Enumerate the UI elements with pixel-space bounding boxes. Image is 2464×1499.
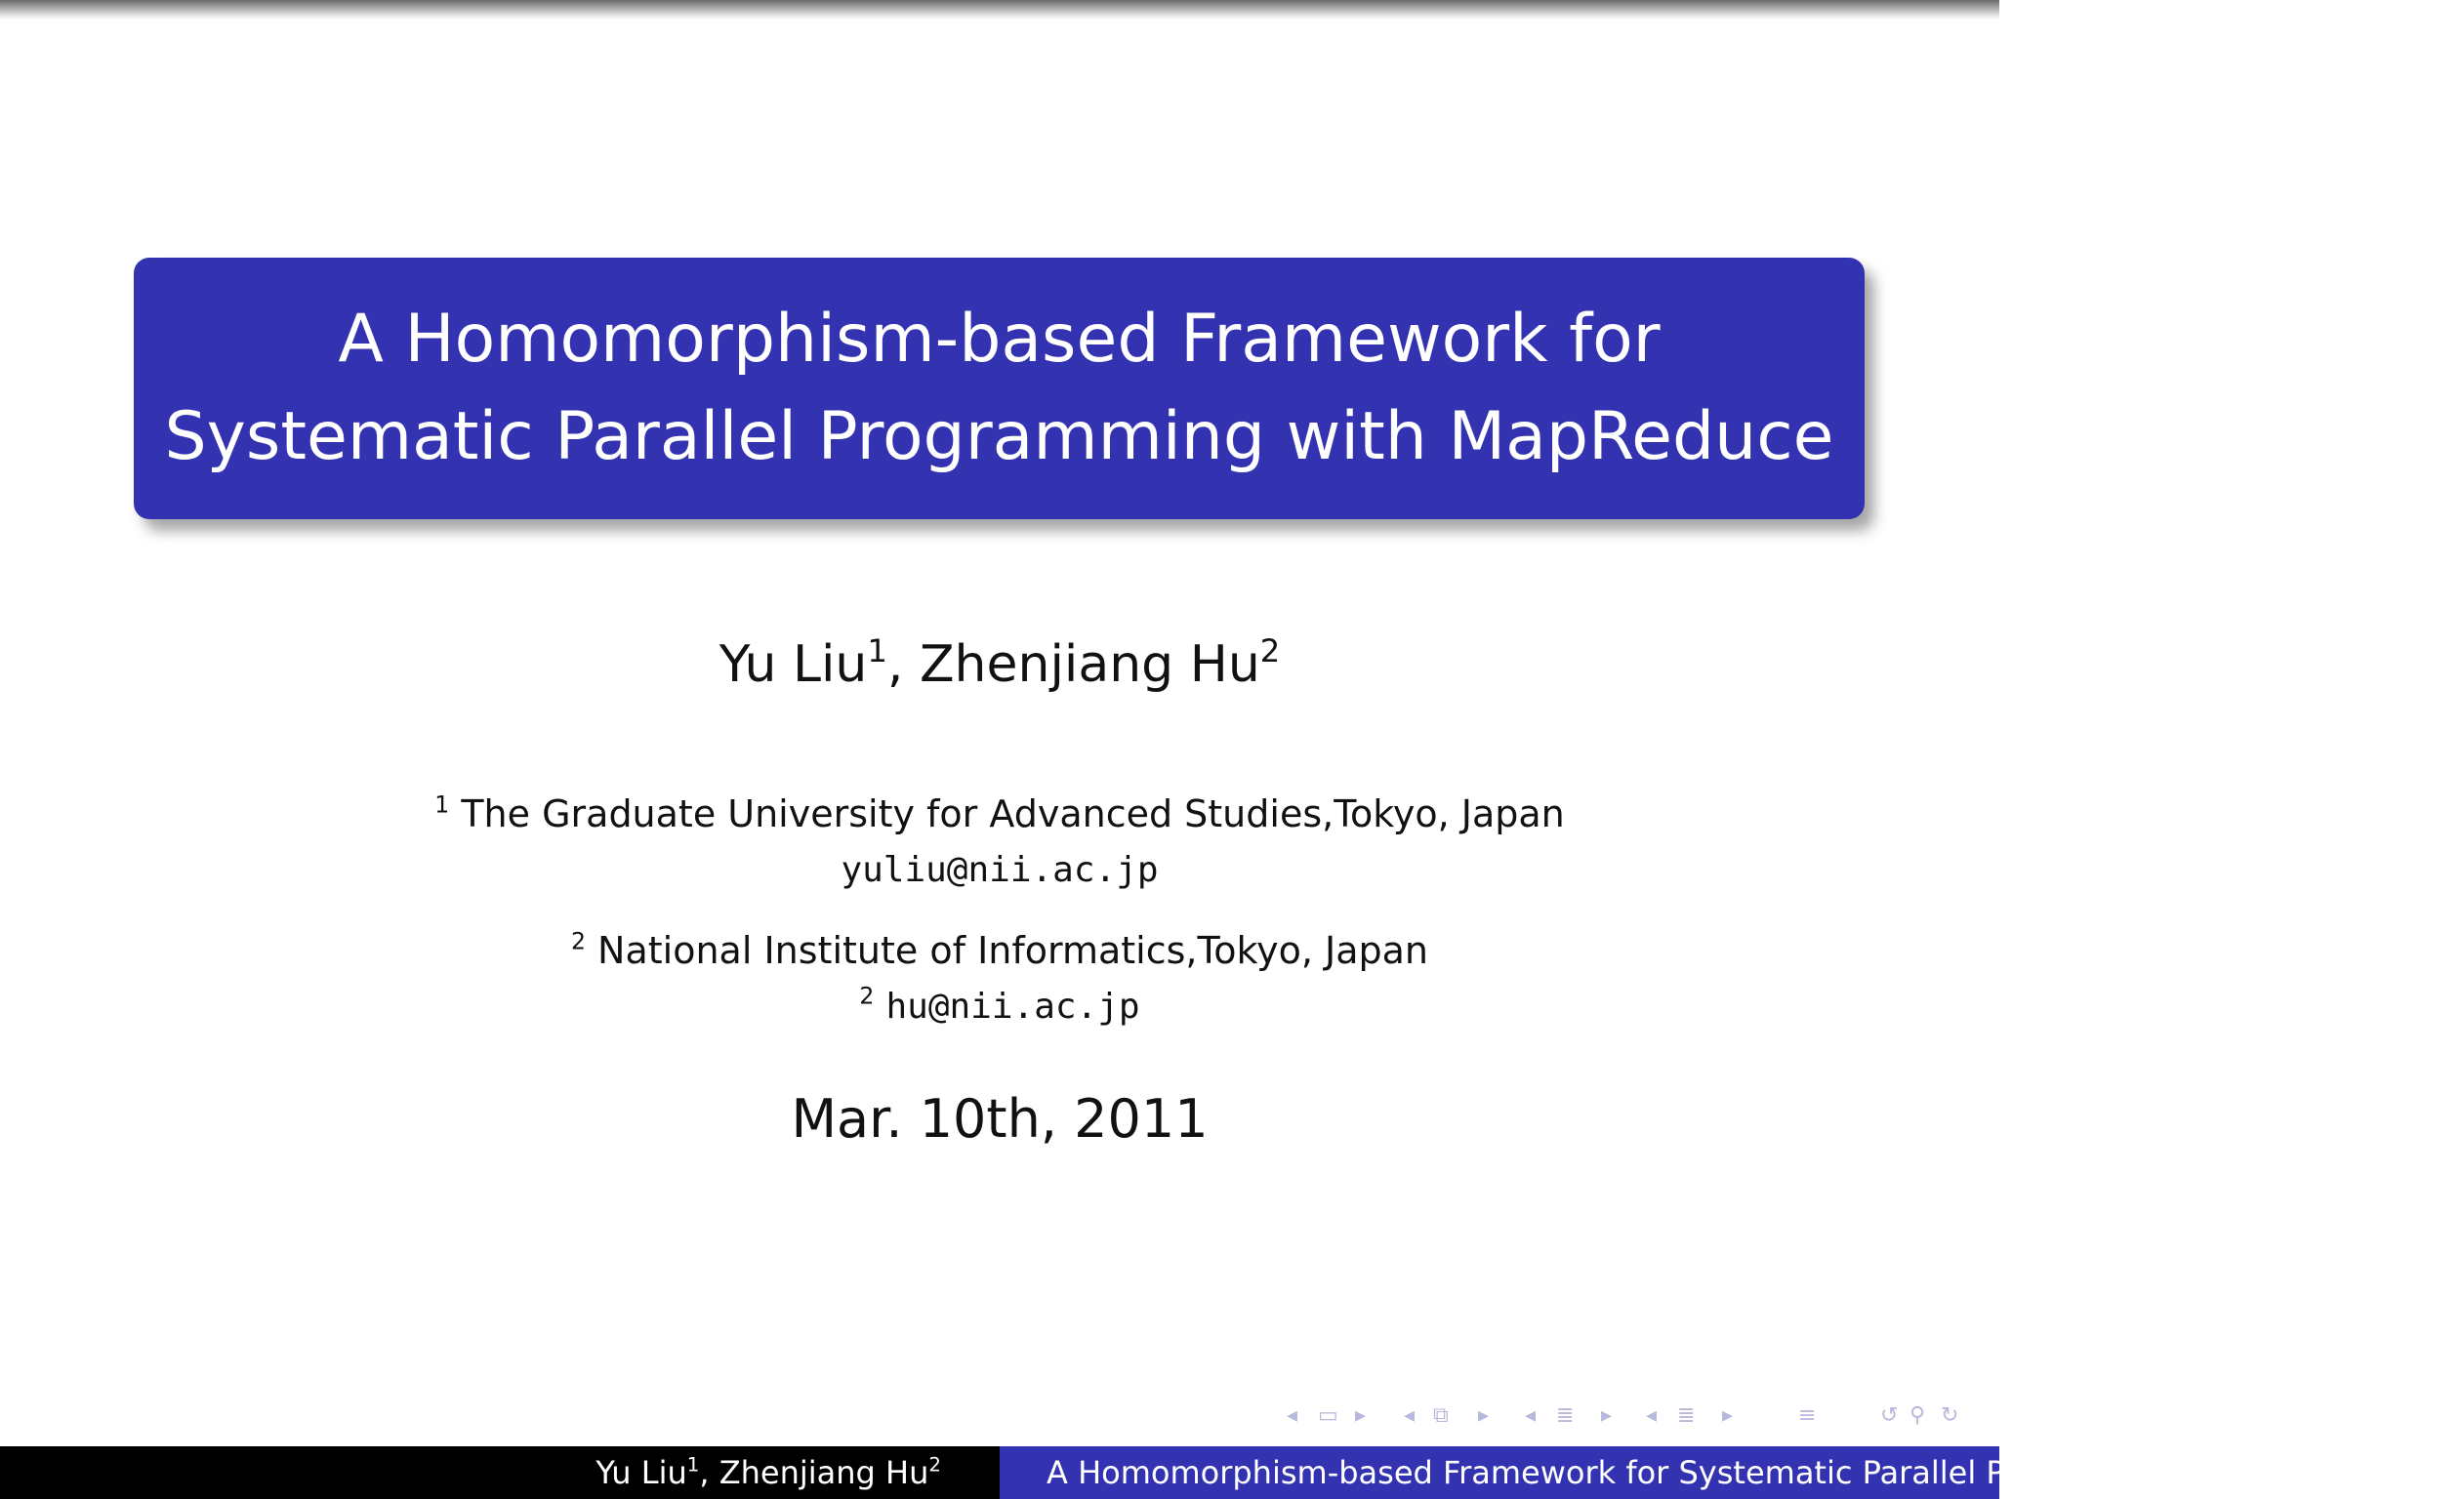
- author-1-mark: 1: [867, 632, 887, 670]
- search-icon[interactable]: ⚲: [1910, 1403, 1926, 1428]
- right-arrow-icon[interactable]: ▸: [1355, 1403, 1367, 1428]
- footer-title: A Homomorphism-based Framework for Systematic Parallel Programming with MapReduce: [1000, 1446, 1999, 1499]
- author-separator: ,: [886, 635, 920, 694]
- right-arrow-icon[interactable]: ▸: [1601, 1403, 1613, 1428]
- footer-authors: [0, 1446, 1000, 1499]
- title-line-1: A Homomorphism-based Framework for: [338, 301, 1661, 378]
- footer-author-1-mark: 1: [686, 1453, 700, 1477]
- author-1: Yu Liu: [719, 635, 868, 694]
- footer-author-2: Zhenjiang Hu: [719, 1454, 929, 1491]
- undo-icon[interactable]: ↺: [1880, 1403, 1899, 1428]
- author-2: Zhenjiang Hu: [919, 635, 1260, 694]
- affiliation-1-email: yuliu@nii.ac.jp: [841, 850, 1159, 890]
- subsection-icon[interactable]: ⧉: [1433, 1403, 1449, 1428]
- footer-separator: ,: [699, 1454, 719, 1491]
- section-icon[interactable]: ≣: [1556, 1403, 1575, 1428]
- affiliation-2: [0, 923, 1999, 978]
- authors: [0, 630, 1999, 699]
- affiliation-1-email-line: [0, 841, 1999, 898]
- left-arrow-icon[interactable]: ◂: [1287, 1403, 1298, 1428]
- align-icon[interactable]: ≡: [1798, 1403, 1817, 1428]
- affiliation-2-email: hu@nii.ac.jp: [885, 987, 1140, 1027]
- right-arrow-icon[interactable]: ▸: [1478, 1403, 1490, 1428]
- left-arrow-icon[interactable]: ◂: [1646, 1403, 1658, 1428]
- title-line-2: Systematic Parallel Programming with MapReduce: [164, 398, 1834, 475]
- affiliation-2-name: National Institute of Informatics,Tokyo, Japan: [597, 929, 1429, 972]
- beamer-navigation: [1279, 1403, 1992, 1429]
- affiliation-2-email-mark: 2: [859, 982, 875, 1010]
- footer-author-2-mark: 2: [928, 1453, 941, 1477]
- footer-author-1: Yu Liu: [595, 1454, 687, 1491]
- affiliation-2-email-line: [0, 978, 1999, 1034]
- left-arrow-icon[interactable]: ◂: [1525, 1403, 1537, 1428]
- left-arrow-icon[interactable]: ◂: [1404, 1403, 1416, 1428]
- subsection-list-icon[interactable]: ≣: [1677, 1403, 1696, 1428]
- frame-icon[interactable]: ▭: [1318, 1403, 1338, 1428]
- footer: [0, 1446, 2464, 1499]
- presentation-date: Mar. 10th, 2011: [791, 1088, 1209, 1150]
- redo-icon[interactable]: ↻: [1941, 1403, 1959, 1428]
- right-arrow-icon[interactable]: ▸: [1722, 1403, 1734, 1428]
- author-2-mark: 2: [1259, 632, 1281, 670]
- top-shadow: [0, 0, 1999, 20]
- affiliation-1: [0, 787, 1999, 841]
- title-box: [134, 258, 1865, 519]
- affiliation-2-mark: 2: [570, 927, 586, 955]
- affiliation-1-mark: 1: [434, 790, 450, 819]
- affiliation-1-name: The Graduate University for Advanced Studies,Tokyo, Japan: [461, 792, 1565, 835]
